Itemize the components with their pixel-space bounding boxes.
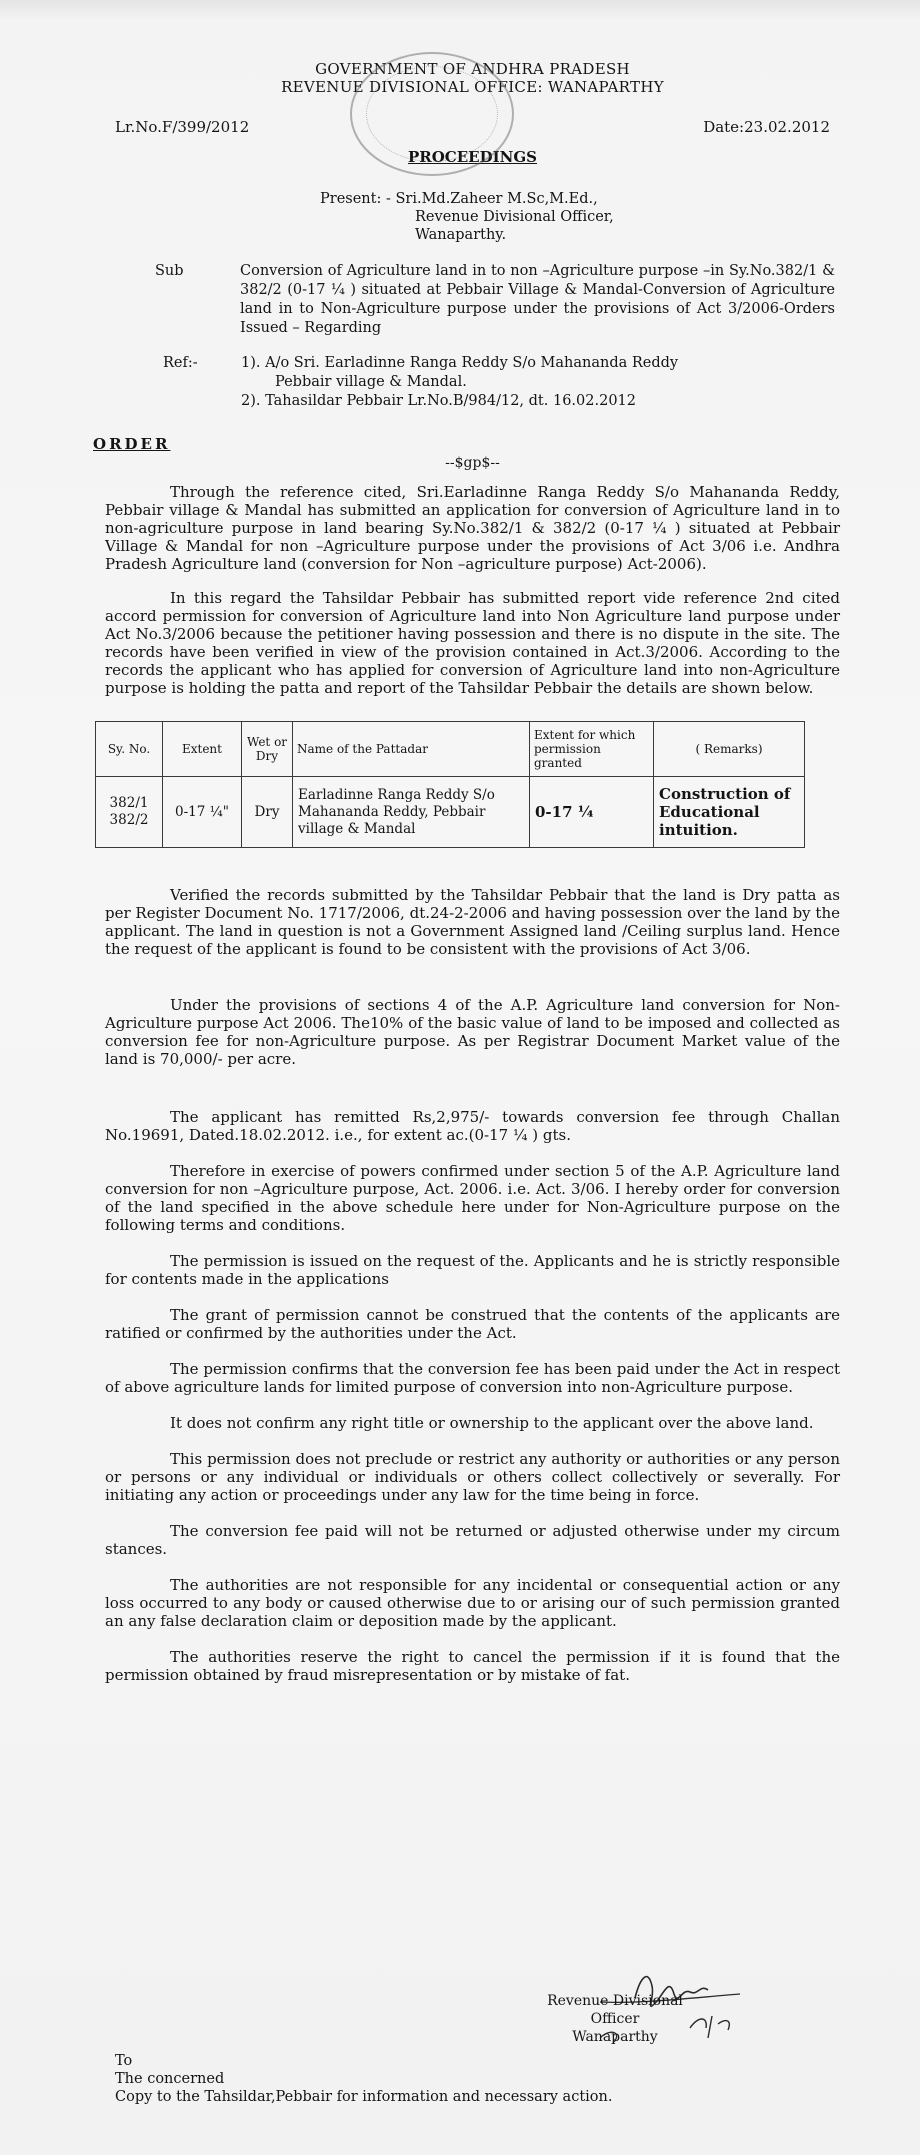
letterhead-office: REVENUE DIVISIONAL OFFICE: WANAPARTHY — [281, 78, 664, 96]
reference-1: 1). A/o Sri. Earladinne Ranga Reddy S/o Mahananda Reddy — [241, 355, 679, 371]
paragraph-conversion-fee-rule: Under the provisions of sections 4 of the A.P. Agriculture land conversion for Non-Agriculture purpose Act 2006. The10% of the basic value of land to be imposed and collected as conversion fee for non-Agriculture purpose. As per Registrar Document Market value of the land is 70,000/- per acre. — [105, 996, 840, 1068]
reference-1-cont: Pebbair village & Mandal. — [275, 374, 467, 390]
reference-date-line — [105, 118, 840, 138]
header-extent: Extent — [163, 722, 242, 777]
proceedings-title: PROCEEDINGS — [408, 148, 537, 166]
condition-authorities-not-responsible: The authorities are not responsible for any incidental or consequential action or any loss occurred to any body or caused otherwise due to or arising our of such permission granted an any false declaration claim or deposition made by the applicant. — [105, 1576, 840, 1630]
table-row — [96, 777, 805, 848]
header-sy-no: Sy. No. — [96, 722, 163, 777]
header-remarks: ( Remarks) — [654, 722, 805, 777]
scan-edge — [0, 0, 920, 20]
cell-extent: 0-17 ¼" — [163, 777, 242, 848]
paragraph-order-conversion: Therefore in exercise of powers confirmed under section 5 of the A.P. Agriculture land conversion for non –Agriculture purpose, Act. 2006. i.e. Act. 3/06. I hereby order for conversion of the land specified in the above schedule here under for Non-Agriculture purpose on the following terms and conditions. — [105, 1162, 840, 1234]
signature-block — [540, 1992, 690, 2046]
order-title: ORDER — [93, 435, 171, 453]
letter-number: Lr.No.F/399/2012 — [115, 118, 250, 136]
present-officer: Present: - Sri.Md.Zaheer M.Sc,M.Ed., — [320, 191, 598, 207]
condition-no-preclusion: This permission does not preclude or restrict any authority or authorities or any person or persons or any individual or individuals or others collect collectively or severally. For initiating any action or proceedings under any law for the time being in force. — [105, 1450, 840, 1504]
condition-not-ratified: The grant of permission cannot be construed that the contents of the applicants are ratified or confirmed by the authorities under the Act. — [105, 1306, 840, 1342]
subject-label: Sub — [155, 263, 184, 279]
present-designation: Revenue Divisional Officer, — [415, 209, 614, 225]
condition-fee-not-returned: The conversion fee paid will not be returned or adjusted otherwise under my circum stances. — [105, 1522, 840, 1558]
reference-2: 2). Tahasildar Pebbair Lr.No.B/984/12, dt. 16.02.2012 — [241, 393, 636, 409]
header-pattadar: Name of the Pattadar — [293, 722, 530, 777]
cell-extent-granted: 0-17 ¼ — [530, 777, 654, 848]
cell-remarks: Construction of Educational intuition. — [654, 777, 805, 848]
present-place: Wanaparthy. — [415, 227, 507, 243]
land-details-table — [95, 721, 805, 848]
condition-cancel-right: The authorities reserve the right to cancel the permission if it is found that the permission obtained by fraud misrepresentation or by mistake of fat. — [105, 1648, 840, 1684]
footer-concerned: The concerned — [115, 2071, 225, 2087]
letterhead-government: GOVERNMENT OF ANDHRA PRADESH — [315, 60, 630, 78]
condition-no-title: It does not confirm any right title or ownership to the applicant over the above land. — [170, 1414, 814, 1432]
paragraph-verification: Verified the records submitted by the Tahsildar Pebbair that the land is Dry patta as per Register Document No. 1717/2006, dt.24-2-2006 and having possession over the land by the applicant. The land in question is not a Government Assigned land /Ceiling surplus land. Hence the request of the applicant is found to be consistent with the provisions of Act 3/06. — [105, 886, 840, 958]
reference-label: Ref:- — [163, 355, 198, 371]
sgp-mark: --$gp$-- — [445, 455, 500, 471]
footer-copy: Copy to the Tahsildar,Pebbair for information and necessary action. — [115, 2089, 613, 2105]
document-date: Date:23.02.2012 — [703, 118, 830, 136]
signatory-designation: Revenue Divisional Officer — [547, 1993, 683, 2027]
condition-fee-paid: The permission confirms that the conversion fee has been paid under the Act in respect of above agriculture lands for limited purpose of conversion into non-Agriculture purpose. — [105, 1360, 840, 1396]
cell-pattadar: Earladinne Ranga Reddy S/o Mahananda Reddy, Pebbair village & Mandal — [293, 777, 530, 848]
footer-block — [115, 2052, 612, 2106]
header-wet-dry: Wet or Dry — [242, 722, 293, 777]
paragraph-application: Through the reference cited, Sri.Earladinne Ranga Reddy S/o Mahananda Reddy, Pebbair village & Mandal has submitted an application for conversion of Agriculture land in to non-agriculture purpose in land bearing Sy.No.382/1 & 382/2 (0-17 ¼ ) situated at Pebbair Village & Mandal for non –Agriculture purpose under the provisions of Act 3/06 i.e. Andhra Pradesh Agriculture land (conversion for Non –agriculture purpose) Act-2006). — [105, 483, 840, 573]
present-block — [320, 190, 840, 244]
table-header-row — [96, 722, 805, 777]
signatory-place: Wanaparthy — [572, 2029, 658, 2045]
reference-block — [105, 354, 840, 411]
subject-text: Conversion of Agriculture land in to non –Agriculture purpose –in Sy.No.382/1 & 382/2 (0-17 ¼ ) situated at Pebbair Village & Mandal-Conversion of Agriculture land in to Non-Agriculture purpose under the provisions of Act 3/2006-Orders Issued – Regarding — [240, 263, 835, 336]
cell-wet-dry: Dry — [242, 777, 293, 848]
header-extent-granted: Extent for which permission granted — [530, 722, 654, 777]
footer-to: To — [115, 2053, 133, 2069]
condition-responsibility: The permission is issued on the request of the. Applicants and he is strictly responsible for contents made in the applications — [105, 1252, 840, 1288]
subject-block — [105, 262, 840, 338]
cell-sy-no: 382/1 382/2 — [96, 777, 163, 848]
office-seal-stamp — [350, 52, 514, 176]
paragraph-tahsildar-report: In this regard the Tahsildar Pebbair has submitted report vide reference 2nd cited accord permission for conversion of Agriculture land into Non Agriculture land purpose under Act No.3/2006 because the petitioner having possession and there is no dispute in the site. The records have been verified in view of the provision contained in Act.3/2006. According to the records the applicant who has applied for conversion of Agriculture land into non-Agriculture purpose is holding the patta and report of the Tahsildar Pebbair the details are shown below. — [105, 589, 840, 697]
paragraph-fee-remitted: The applicant has remitted Rs,2,975/- towards conversion fee through Challan No.19691, Dated.18.02.2012. i.e., for extent ac.(0-17 ¼ ) gts. — [105, 1108, 840, 1144]
